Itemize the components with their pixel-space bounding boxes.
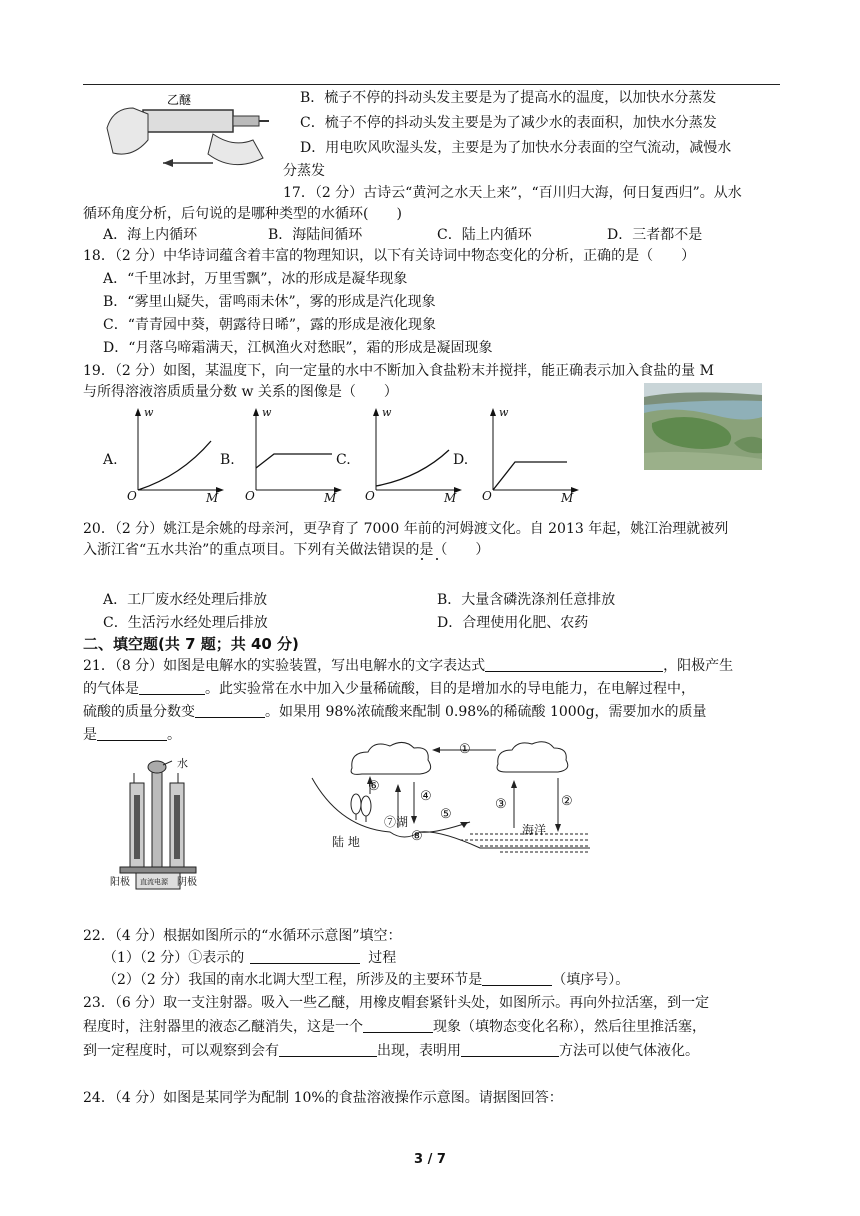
q23-text: 到一定程度时，可以观察到会有 bbox=[83, 1043, 279, 1059]
q23-text: 程度时，注射器里的液态乙醚消失，这是一个 bbox=[83, 1019, 363, 1035]
q16-option-b: B．梳子不停的抖动头发主要是为了提高水的温度，以加快水分蒸发 bbox=[300, 90, 717, 106]
q18-option-a: A．“千里冰封，万里雪飘”，冰的形成是凝华现象 bbox=[103, 271, 408, 287]
answer-blank[interactable] bbox=[485, 657, 663, 672]
q21-text: 的气体是 bbox=[83, 681, 139, 697]
emphasis-dot bbox=[421, 558, 423, 560]
header-rule bbox=[83, 84, 780, 85]
syringe-illustration bbox=[103, 88, 271, 176]
q16-option-d-line1: D．用电吹风吹湿头发，主要是为了加快水分表面的空气流动，减慢水 bbox=[300, 140, 732, 156]
q21-line2 bbox=[83, 679, 695, 699]
q21-text: 。此实验常在水中加入少量稀硫酸，目的是增加水的导电能力，在电解过程中， bbox=[205, 681, 695, 697]
q22-text: （1）（2 分）①表示的 bbox=[103, 950, 245, 966]
q17-option-c: C．陆上内循环 bbox=[437, 227, 532, 243]
q20-line1: 20．（2 分）姚江是余姚的母亲河，更孕育了 7000 年前的河姆渡文化。自 2013 年起，姚江治理就被列 bbox=[83, 521, 729, 537]
graph-b-x-label: M bbox=[324, 491, 337, 505]
emphasis-dot bbox=[436, 558, 438, 560]
water-label: 水 bbox=[177, 757, 188, 770]
q16-option-d-line2: 分蒸发 bbox=[283, 163, 325, 179]
q21-line4 bbox=[83, 725, 181, 745]
section-title: 二、填空题(共 7 题；共 40 分) bbox=[83, 635, 299, 653]
q20-option-c: C．生活污水经处理后排放 bbox=[103, 615, 268, 631]
cathode-label: 阴极 bbox=[177, 877, 197, 888]
q22-text: （2）（2 分）我国的南水北调大型工程，所涉及的主要环节是 bbox=[103, 972, 483, 988]
graph-d-x-label: M bbox=[561, 491, 574, 505]
cycle-label-2: ② bbox=[561, 794, 573, 809]
answer-blank[interactable] bbox=[279, 1042, 377, 1057]
q17-option-d: D．三者都不是 bbox=[607, 227, 703, 243]
graph-a-x-label: M bbox=[206, 491, 219, 505]
q17-option-b: B．海陆间循环 bbox=[268, 227, 363, 243]
q17-option-a: A．海上内循环 bbox=[103, 227, 198, 243]
power-supply-label: 直流电源 bbox=[140, 878, 168, 886]
answer-blank[interactable] bbox=[195, 703, 265, 718]
page-number: 3 / 7 bbox=[414, 1152, 446, 1167]
q20-option-a: A．工厂废水经处理后排放 bbox=[103, 592, 268, 608]
graph-d-letter: D. bbox=[453, 452, 469, 468]
cycle-label-4: ④ bbox=[420, 789, 432, 804]
q20-option-d: D．合理使用化肥、农药 bbox=[437, 615, 589, 631]
q18-option-d: D．“月落乌啼霜满天，江枫渔火对愁眠”，霜的形成是凝固现象 bbox=[103, 340, 493, 356]
q23-line3 bbox=[83, 1041, 699, 1061]
q24-stem: 24．（4 分）如图是某同学为配制 10%的食盐溶液操作示意图。请据图回答： bbox=[83, 1090, 563, 1106]
q20-line2: 入浙江省“五水共治”的重点项目。下列有关做法错误的是（ ） bbox=[83, 542, 490, 558]
q16-option-c: C．梳子不停的抖动头发主要是为了减少水的表面积，加快水分蒸发 bbox=[300, 115, 717, 131]
q17-line2: 循环角度分析，后句说的是哪种类型的水循环( ) bbox=[83, 206, 402, 222]
land-label: 陆 地 bbox=[332, 835, 360, 849]
q21-text: 21．（8 分）如图是电解水的实验装置，写出电解水的文字表达式 bbox=[83, 658, 486, 674]
graph-b-origin: O bbox=[245, 489, 255, 503]
q22-stem: 22．（4 分）根据如图所示的“水循环示意图”填空： bbox=[83, 928, 402, 944]
graph-d-origin: O bbox=[482, 489, 492, 503]
graph-d-y-label: w bbox=[499, 406, 509, 419]
q20-option-b: B．大量含磷洗涤剂任意排放 bbox=[437, 592, 616, 608]
q19-line1: 19．（2 分）如图，某温度下，向一定量的水中不断加入食盐粉末并搅拌，能正确表示加入食盐的量 M bbox=[83, 363, 714, 379]
q23-text: 方法可以使气体液化。 bbox=[559, 1043, 699, 1059]
graph-c-x-label: M bbox=[444, 491, 457, 505]
answer-blank[interactable] bbox=[250, 949, 360, 964]
q21-text: ，阳极产生 bbox=[663, 658, 734, 674]
q18-stem: 18．（2 分）中华诗词蕴含着丰富的物理知识，以下有关诗词中物态变化的分析，正确的是（ ） bbox=[83, 248, 696, 264]
cycle-label-3: ③ bbox=[495, 797, 507, 812]
answer-blank[interactable] bbox=[363, 1018, 433, 1033]
answer-blank[interactable] bbox=[461, 1042, 559, 1057]
q22-part1 bbox=[103, 948, 396, 968]
graph-c-y-label: w bbox=[382, 406, 392, 419]
q21-text: 硫酸的质量分数变 bbox=[83, 704, 195, 720]
q23-line1: 23．（6 分）取一支注射器。吸入一些乙醚，用橡皮帽套紧针头处，如图所示。再向外拉活塞，到一定 bbox=[83, 995, 710, 1011]
cycle-label-6: ⑥ bbox=[368, 779, 380, 794]
answer-blank[interactable] bbox=[97, 726, 167, 741]
q22-text: （填序号）。 bbox=[552, 972, 630, 988]
graph-a-origin: O bbox=[127, 489, 137, 503]
cycle-label-7: ⑦湖 bbox=[384, 815, 409, 829]
answer-blank[interactable] bbox=[139, 680, 205, 695]
q23-text: 现象（填物态变化名称），然后往里推活塞， bbox=[433, 1019, 706, 1035]
river-photo bbox=[644, 383, 762, 470]
anode-label: 阳极 bbox=[110, 877, 130, 888]
q17-line1: 17．（2 分）古诗云“黄河之水天上来”，“百川归大海，何日复西归”。从水 bbox=[283, 185, 742, 201]
graph-a-y-label: w bbox=[144, 406, 154, 419]
graph-b-y-label: w bbox=[262, 406, 272, 419]
q21-text: 。 bbox=[167, 727, 181, 743]
cycle-label-1: ① bbox=[459, 742, 471, 757]
q21-text: 是 bbox=[83, 727, 97, 743]
syringe-label: 乙醚 bbox=[167, 93, 192, 107]
ocean-label: 海洋 bbox=[522, 823, 547, 837]
q23-text: 出现，表明用 bbox=[377, 1043, 461, 1059]
graph-b-letter: B. bbox=[220, 452, 235, 468]
q21-line3 bbox=[83, 702, 707, 722]
graph-c-letter: C. bbox=[336, 452, 351, 468]
cycle-label-5: ⑤ bbox=[440, 807, 452, 822]
q21-line1 bbox=[83, 656, 733, 676]
cycle-label-8: ⑧ bbox=[411, 829, 423, 844]
q18-option-b: B．“雾里山疑失，雷鸣雨未休”，雾的形成是汽化现象 bbox=[103, 294, 436, 310]
q18-option-c: C．“青青园中葵，朝露待日晞”，露的形成是液化现象 bbox=[103, 317, 437, 333]
answer-blank[interactable] bbox=[482, 971, 552, 986]
q21-text: 。如果用 98%浓硫酸来配制 0.98%的稀硫酸 1000g，需要加水的质量 bbox=[265, 704, 707, 720]
q22-text: 过程 bbox=[368, 950, 397, 966]
graph-a-letter: A. bbox=[103, 452, 118, 468]
graph-c-origin: O bbox=[365, 489, 375, 503]
q19-line2: 与所得溶液溶质质量分数 w 关系的图像是（ ） bbox=[83, 384, 398, 400]
q23-line2 bbox=[83, 1017, 706, 1037]
q22-part2 bbox=[103, 970, 629, 990]
